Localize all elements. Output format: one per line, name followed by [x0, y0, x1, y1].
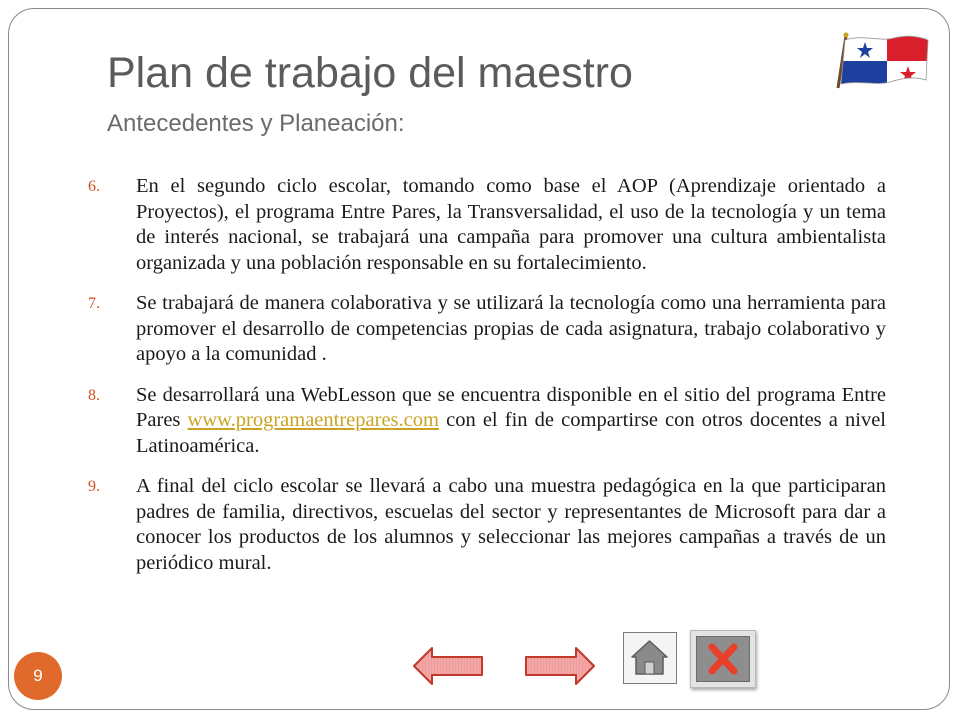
next-button[interactable] — [522, 645, 598, 687]
slide-title: Plan de trabajo del maestro — [107, 49, 633, 97]
list-item — [88, 474, 886, 576]
item-text-before: Se desarrollará una WebLesson que se encuentra disponible en el sitio del programa Entre Pares — [136, 383, 886, 431]
list-item — [88, 291, 886, 368]
close-button[interactable] — [690, 630, 756, 688]
back-button[interactable] — [410, 645, 486, 687]
home-button[interactable] — [623, 632, 677, 684]
list-item — [88, 174, 886, 276]
item-number: 7. — [88, 295, 100, 312]
item-number: 6. — [88, 178, 100, 195]
page-number-badge: 9 — [14, 652, 62, 700]
slide-subtitle: Antecedentes y Planeación: — [107, 110, 405, 137]
item-number: 8. — [88, 386, 100, 404]
item-text: A final del ciclo escolar se llevará a cabo una muestra pedagógica en la que participaran padres de familia, directivos, escuelas del sector y representantes de Microsoft para dar a conocer los productos de los alumnos y seleccionar las mejores campañas a través de un periódico mural. — [136, 475, 886, 574]
plan-list — [88, 174, 886, 591]
programa-entre-pares-link[interactable]: www.programaentrepares.com — [187, 409, 439, 431]
arrow-left-icon — [410, 645, 486, 687]
close-icon — [697, 637, 749, 681]
item-text — [136, 383, 886, 460]
close-button-face — [696, 636, 750, 682]
item-number: 9. — [88, 478, 100, 495]
item-text: En el segundo ciclo escolar, tomando como base el AOP (Aprendizaje orientado a Proyectos), el programa Entre Pares, la Transversalidad, el uso de la tecnología y un tema de interés nacional, se trabajará una campaña para promover una cultura ambientalista organizada y una población responsable en su fortalecimiento. — [136, 175, 886, 274]
item-text-after: con el fin de compartirse con otros docentes a nivel Latinoamérica. — [136, 409, 887, 457]
item-text: Se trabajará de manera colaborativa y se utilizará la tecnología como una herramienta para promover el desarrollo de competencias propias de cada asignatura, trabajo colaborativo y apoyo a la comunidad . — [136, 292, 886, 365]
panama-flag-icon — [832, 30, 932, 92]
arrow-right-icon — [522, 645, 598, 687]
home-icon — [624, 633, 675, 682]
list-item — [88, 383, 886, 460]
